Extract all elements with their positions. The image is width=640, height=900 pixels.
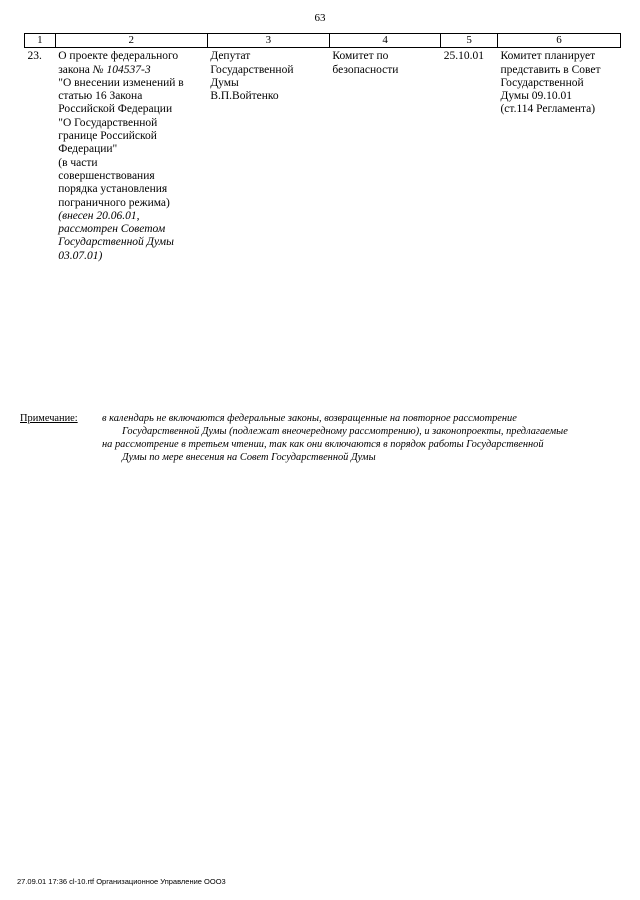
bill-title-cell [55,48,207,265]
column-header-3: 3 [207,34,329,48]
bill-title-line: (в части [58,156,98,169]
committee-cell [329,48,440,265]
table-row [25,48,621,265]
note-line: на рассмотрение в третьем чтении, так как они включаются в порядок работы Государственной [102,439,544,450]
initiator-line: Депутат [210,50,251,63]
footer-info: 27.09.01 17:36 cl-10.rtf Организационное Управление ООО3 [17,877,226,886]
initiator-line: В.П.Войтенко [210,90,279,103]
bill-status-line: рассмотрен Советом [58,223,166,236]
initiator-line: Думы [210,76,239,89]
plan-line: Государственной [500,76,584,89]
plan-line: представить в Совет [500,63,601,76]
bill-title-line: границе Российской [58,130,157,143]
bill-title-line: Российской Федерации [58,103,173,116]
initiator-cell [207,48,329,265]
note-text [102,412,622,464]
row-number: 23. [27,50,42,63]
bill-status-line: Государственной Думы [58,236,174,249]
column-header-1: 1 [25,34,56,48]
date-cell: 25.10.01 [443,50,484,63]
bill-title-line: закона № 104537-3 [58,63,151,76]
initiator-line: Государственной [210,63,294,76]
column-header-4: 4 [329,34,440,48]
calendar-table [24,33,621,265]
bill-title-line: "О внесении изменений в [58,76,184,89]
bill-title-line: совершенствования [58,169,155,182]
registration-number: № 104537-3 [92,63,151,76]
committee-line: Комитет по [332,50,389,63]
column-header-2: 2 [55,34,207,48]
bill-status-line: 03.07.01) [58,249,103,262]
plan-line: (ст.114 Регламента) [500,103,596,116]
note-line: Думы по мере внесения на Совет Государственной Думы [122,452,376,463]
note-line: Государственной Думы (подлежат внеочередному рассмотрению), и законопроекты, предлагаемые [122,426,568,437]
note-label: Примечание: [20,413,78,424]
bill-title-line: Федерации" [58,143,118,156]
bill-title-line: статью 16 Закона [58,90,143,103]
column-header-6: 6 [497,34,620,48]
column-header-5: 5 [441,34,498,48]
plan-line: Комитет планирует [500,50,596,63]
bill-title-line: "О Государственной [58,116,158,129]
plan-cell [497,48,620,265]
bill-status-line: (внесен 20.06.01, [58,209,140,222]
header-row [25,34,621,48]
plan-line: Думы 09.10.01 [500,90,573,103]
bill-title-line: пограничного режима) [58,196,170,209]
bill-title-line: О проекте федерального [58,50,179,63]
note-line: в календарь не включаются федеральные законы, возвращенные на повторное рассмотрение [102,413,517,424]
committee-line: безопасности [332,63,399,76]
bill-title-line: порядка установления [58,183,168,196]
page-number: 63 [314,12,326,24]
